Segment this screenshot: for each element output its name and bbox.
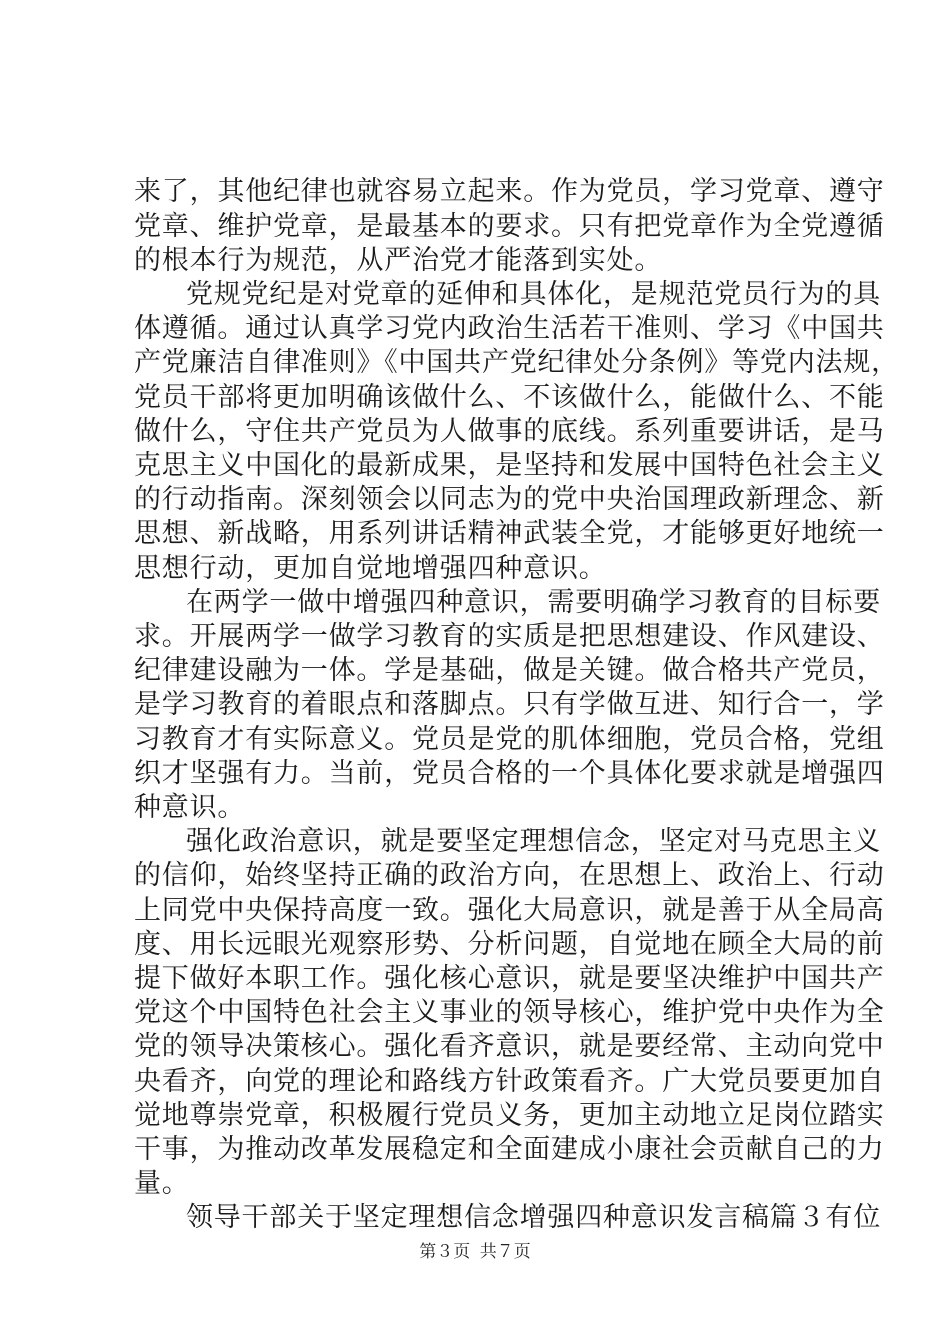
text-line-6: 产党廉洁自律准则》《中国共产党纪律处分条例》等党内法规， [134,347,899,378]
page-total: 共７页 [479,1242,531,1262]
text-line-24: 提下做好本职工作。强化核心意识，就是要坚决维护中国共产 [134,963,885,994]
page-footer [0,1240,950,1264]
text-line-1: 来了，其他纪律也就容易立起来。作为党员，学习党章、遵守 [134,176,885,207]
text-line-16: 是学习教育的着眼点和落脚点。只有学做互进、知行合一，学 [134,689,885,720]
text-line-23: 度、用长远眼光观察形势、分析问题，自觉地在顾全大局的前 [134,929,885,960]
text-line-3: 的根本行为规范，从严治党才能落到实处。 [134,245,663,276]
text-line-30: 量。 [134,1168,190,1199]
text-line-5: 体遵循。通过认真学习党内政治生活若干准则、学习《中国共 [134,313,885,344]
paragraph-start-line: 在两学一做中增强四种意识，需要明确学习教育的目标要 [186,587,881,618]
text-line-22: 上同党中央保持高度一致。强化大局意识，就是善于从全局高 [134,895,885,926]
paragraph-start-line: 强化政治意识，就是要坚定理想信念，坚定对马克思主义 [186,826,881,857]
text-line-29: 干事，为推动改革发展稳定和全面建成小康社会贡献自己的力 [134,1134,885,1165]
text-line-15: 纪律建设融为一体。学是基础，做是关键。做合格共产党员， [134,655,885,686]
text-line-17: 习教育才有实际意义。党员是党的肌体细胞，党员合格，党组 [134,724,885,755]
text-line-26: 党的领导决策核心。强化看齐意识，就是要经常、主动向党中 [134,1031,885,1062]
text-line-14: 求。开展两学一做学习教育的实质是把思想建设、作风建设、 [134,621,885,652]
text-line-27: 央看齐，向党的理论和路线方针政策看齐。广大党员要更加自 [134,1066,885,1097]
text-line-19: 种意识。 [134,792,246,823]
text-line-11: 思想、新战略，用系列讲话精神武装全党，才能够更好地统一 [134,518,885,549]
text-line-10: 的行动指南。深刻领会以同志为的党中央治国理政新理念、新 [134,484,885,515]
text-line-7: 党员干部将更加明确该做什么、不该做什么，能做什么、不能 [134,382,885,413]
text-line-18: 织才坚强有力。当前，党员合格的一个具体化要求就是增强四 [134,758,885,789]
text-line-8: 做什么，守住共产党员为人做事的底线。系列重要讲话，是马 [134,416,885,447]
text-line-9: 克思主义中国化的最新成果，是坚持和发展中国特色社会主义 [134,450,885,481]
paragraph-start-line: 党规党纪是对党章的延伸和具体化，是规范党员行为的具 [186,279,881,310]
paragraph-start-line: 领导干部关于坚定理想信念增强四种意识发言稿篇３有位 [186,1202,881,1233]
text-line-25: 党这个中国特色社会主义事业的领导核心，维护党中央作为全 [134,997,885,1028]
text-line-21: 的信仰，始终坚持正确的政治方向，在思想上、政治上、行动 [134,860,885,891]
text-line-12: 思想行动，更加自觉地增强四种意识。 [134,553,607,584]
page-number: 第３页 [419,1242,471,1262]
text-line-28: 觉地尊崇党章，积极履行党员义务，更加主动地立足岗位踏实 [134,1100,885,1131]
text-line-2: 党章、维护党章，是最基本的要求。只有把党章作为全党遵循 [134,211,885,242]
